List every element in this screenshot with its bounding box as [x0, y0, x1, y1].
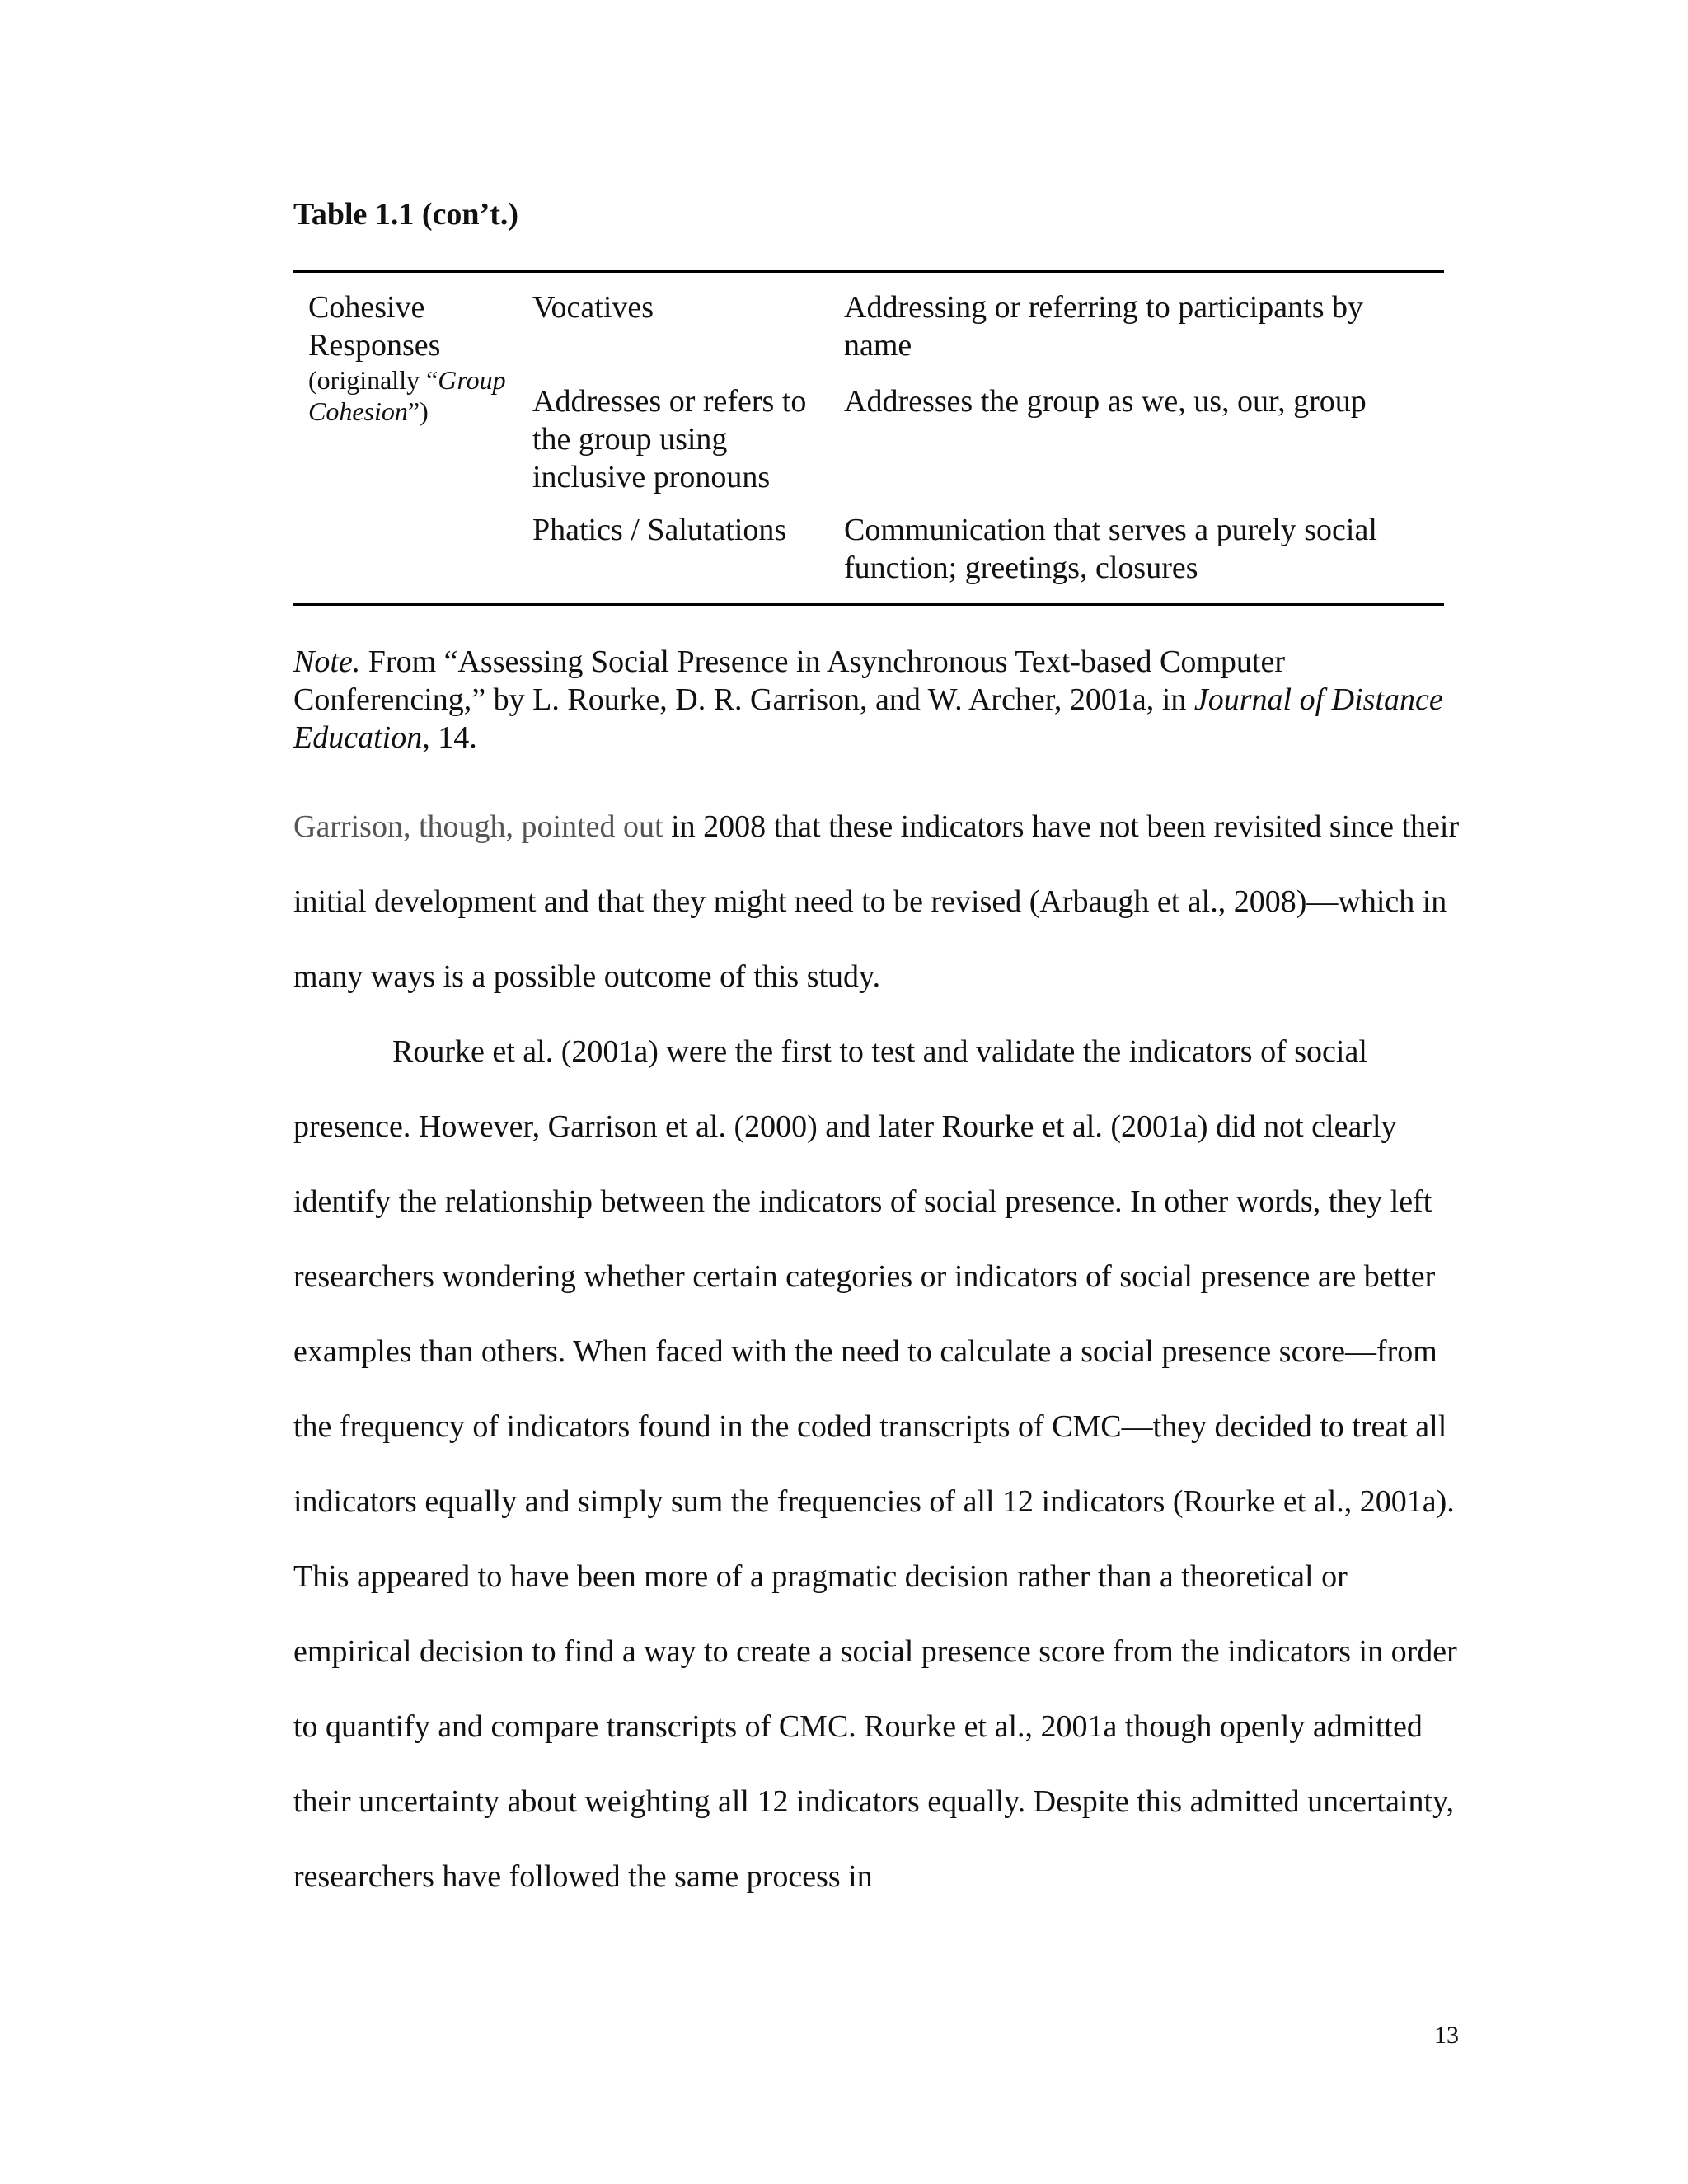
- table-definition: Communication that serves a purely social function; greetings, closures: [844, 513, 1377, 585]
- table-bottom-rule: [293, 603, 1444, 606]
- table-definition: Addresses the group as we, us, our, group: [844, 384, 1367, 419]
- table-top-rule: [293, 270, 1444, 273]
- table-indicator: Addresses or refers to the group using inclusive pronouns: [532, 384, 807, 494]
- paragraph-2: Rourke et al. (2001a) were the first to test and validate the indicators of social presence. However, Garrison et al. (2000) and later Rourke et al. (2001a) did not clearly identify the relationship between the indicators of social presence. In other words, they left researchers wondering whether certain categories or indicators of social presence are better examples than others. When faced with the need to calculate a social presence score—from the frequency of indicators found in the coded transcripts of CMC—they decided to treat all indicators equally and simply sum the frequencies of all 12 indicators (Rourke et al., 2001a). This appeared to have been more of a pragmatic decision rather than a theoretical or empirical decision to find a way to create a social presence score from the indicators in order to quantify and compare transcripts of CMC. Rourke et al., 2001a though openly admitted their uncertainty about weighting all 12 indicators equally. Despite this admitted uncertainty, researchers have followed the same process in: [293, 1034, 1457, 1894]
- body-text: [293, 790, 1464, 1915]
- paragraph-1-gray-text: Garrison, though, pointed out: [293, 809, 663, 844]
- table-category-note: [308, 364, 514, 427]
- table-definition: Addressing or referring to participants by name: [844, 290, 1363, 363]
- page-number: 13: [1434, 2022, 1459, 2049]
- note-text: From “Assessing Social Presence in Asynchronous Text-based Computer Conferencing,” by L. Rourke, D. R. Garrison, and W. Archer, 2001a, in: [293, 644, 1285, 717]
- table-indicator: Vocatives: [532, 290, 654, 325]
- note-label: Note.: [293, 644, 361, 679]
- table-note: [293, 643, 1444, 757]
- paragraph-1: [293, 790, 1464, 1015]
- table-title: Table 1.1 (con’t.): [293, 197, 519, 232]
- category-note-close: ”): [407, 396, 429, 426]
- paragraph-1-text: in 2008 that these indicators have not been revisited since their initial development and that they might need to be revised (Arbaugh et al., 2008)—which in many ways is a possible outcome of this study.: [293, 809, 1460, 994]
- table-category: Cohesive Responses: [308, 290, 441, 363]
- note-text-end: , 14.: [422, 720, 477, 755]
- table-indicator: Phatics / Salutations: [532, 513, 787, 547]
- category-note-italic: Group Cohesion: [308, 365, 506, 426]
- category-note-open: (originally “: [308, 365, 438, 395]
- note-journal: Journal of Distance Education: [293, 682, 1443, 755]
